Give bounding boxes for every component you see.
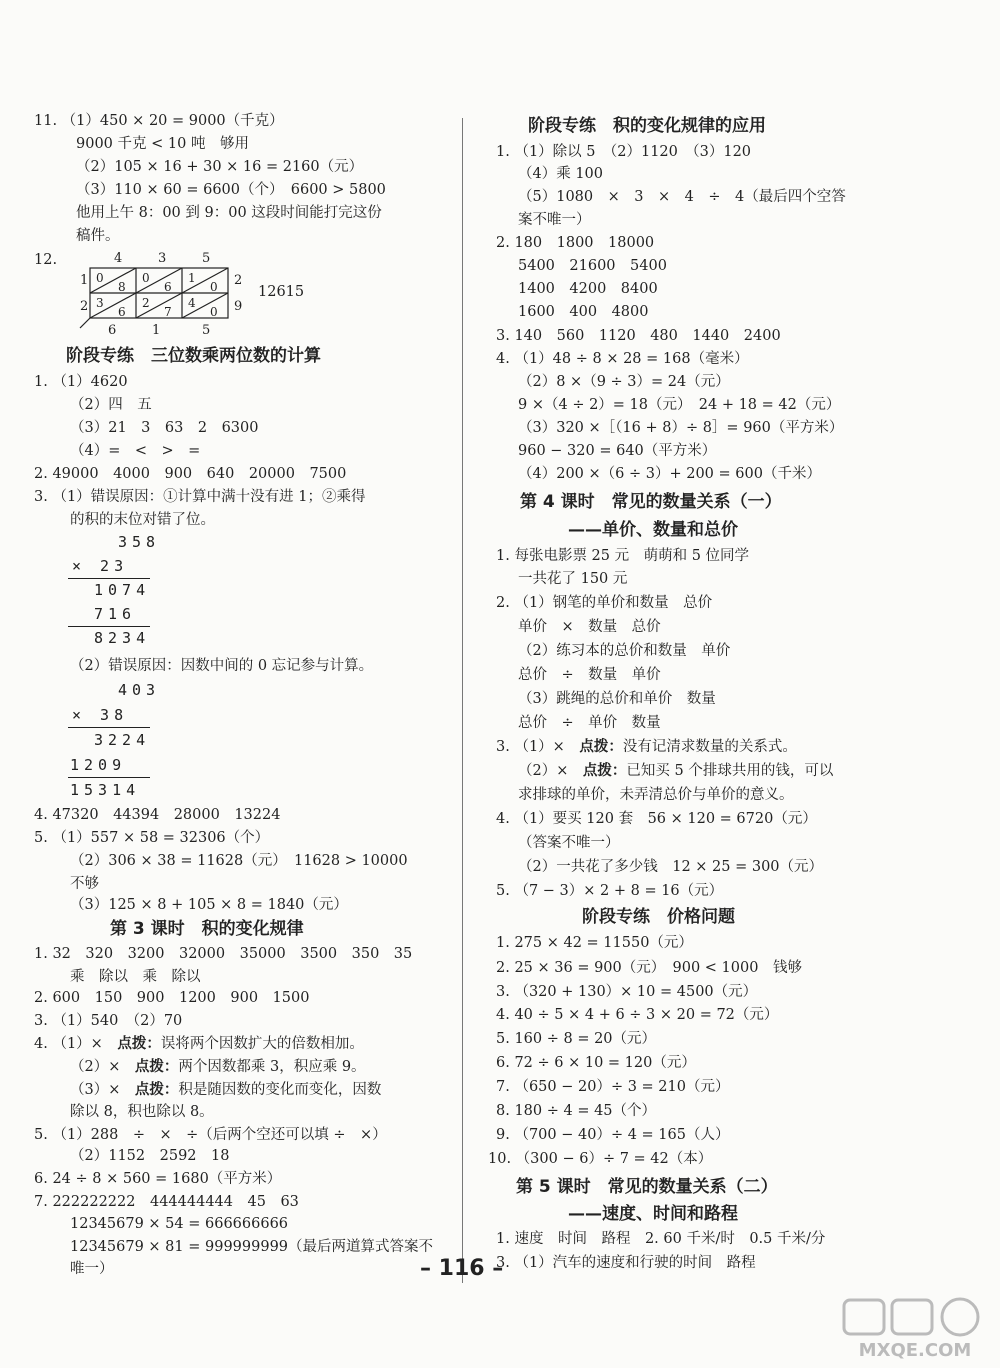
- answer-line: 乘 除以 乘 除以: [70, 969, 201, 985]
- answer-line: 3. （1）汽车的速度和行驶的时间 路程: [496, 1255, 756, 1271]
- answer-line: 5400 21600 5400: [518, 258, 667, 274]
- hint-label: 点拨：: [579, 738, 623, 755]
- mult-row: 8234: [94, 629, 151, 647]
- lattice-bottom-digit: 5: [202, 323, 211, 338]
- answer-line: （3）320 ×［（16 + 8）÷ 8］= 960（平方米）: [518, 420, 844, 436]
- answer-line: 1. 每张电影票 25 元 萌萌和 5 位同学: [496, 548, 750, 564]
- answer-line: 1. （1）除以 5 （2）1120 （3）120: [496, 144, 752, 160]
- answer-line: 5. （1）288 ÷ × ÷（后两个空还可以填 ÷ ×）: [34, 1127, 387, 1143]
- lattice-top-digit: 3: [158, 251, 167, 266]
- lattice-cell-digit: 0: [210, 305, 218, 319]
- answer-line: 1600 400 4800: [518, 304, 649, 320]
- hint-label: 点拨：: [117, 1035, 161, 1052]
- mult-row: 15314: [70, 781, 141, 799]
- answer-line: 他用上午 8：00 到 9：00 这段时间能打完这份: [76, 205, 382, 221]
- answer-line: （4）200 ×（6 ÷ 3）+ 200 = 600（千米）: [518, 466, 821, 482]
- answer-mark: （3）×: [70, 1082, 135, 1098]
- answer-line: 总价 ÷ 单价 数量: [518, 715, 661, 731]
- lattice-right-digit: 2: [234, 273, 243, 288]
- answer-line: [70, 1080, 381, 1100]
- answer-line: （2）四 五: [70, 397, 152, 413]
- watermark-logo: [840, 1296, 990, 1362]
- answer-line: 4. 40 ÷ 5 × 4 + 6 ÷ 3 × 20 = 72（元）: [496, 1007, 779, 1023]
- section-heading: 第 3 课时 积的变化规律: [110, 919, 304, 939]
- mult-row: 1209: [70, 756, 127, 774]
- answer-line: 求排球的单价，未弄清总价与单价的意义。: [518, 787, 794, 803]
- section-subheading: ——速度、时间和路程: [568, 1204, 738, 1224]
- answer-line: 1400 4200 8400: [518, 281, 658, 297]
- question-number: 12.: [34, 252, 58, 268]
- answer-line: 单价 × 数量 总价: [518, 619, 661, 635]
- mult-rule: [68, 727, 150, 728]
- answer-line: 1. 速度 时间 路程 2. 60 千米/时 0.5 千米/分: [496, 1231, 826, 1247]
- answer-line: 2. 25 × 36 = 900（元） 900 < 1000 钱够: [496, 960, 802, 976]
- answer-line: 2. 600 150 900 1200 900 1500: [34, 990, 310, 1006]
- lattice-cell-digit: 6: [118, 305, 126, 319]
- answer-line: （3）跳绳的总价和单价 数量: [518, 691, 716, 707]
- lattice-cell-digit: 0: [96, 271, 104, 285]
- mult-row: × 38: [72, 706, 129, 724]
- answer-line: 7. 222222222 444444444 45 63: [34, 1194, 299, 1210]
- answer-line: （2）错误原因：因数中间的 0 忘记参与计算。: [70, 658, 374, 674]
- section-subheading: ——单价、数量和总价: [568, 520, 738, 540]
- answer-line: 3. 140 560 1120 480 1440 2400: [496, 328, 781, 344]
- answer-line: 1. （1）4620: [34, 374, 128, 390]
- lattice-multiplication-diagram: [70, 248, 260, 340]
- answer-line: 4. 47320 44394 28000 13224: [34, 807, 281, 823]
- mult-rule: [68, 578, 150, 579]
- answer-line: 3. （320 + 130）× 10 = 4500（元）: [496, 984, 758, 1000]
- lattice-cell-digit: 3: [96, 296, 104, 310]
- answer-line: （3）125 × 8 + 105 × 8 = 1840（元）: [70, 897, 348, 913]
- lattice-left-digit: 2: [80, 299, 89, 314]
- section-heading: 阶段专练 积的变化规律的应用: [528, 116, 766, 136]
- lattice-result: 12615: [258, 284, 305, 300]
- answer-line: [496, 737, 797, 757]
- lattice-bottom-digit: 6: [108, 323, 117, 338]
- answer-line: （4）乘 100: [518, 166, 604, 182]
- answer-line: 9000 千克 < 10 吨 够用: [76, 136, 249, 152]
- lattice-top-digit: 5: [202, 251, 211, 266]
- mult-row: 358: [118, 533, 161, 551]
- lattice-cell-digit: 4: [188, 296, 196, 310]
- answer-line: （2）练习本的总价和数量 单价: [518, 643, 731, 659]
- answer-line: （2）一共花了多少钱 12 × 25 = 300（元）: [518, 859, 824, 875]
- answer-mark: （2）×: [70, 1059, 135, 1075]
- answer-line: 5. （7 − 3）× 2 + 8 = 16（元）: [496, 883, 724, 899]
- answer-line: 9. （700 − 40）÷ 4 = 165（人）: [496, 1127, 730, 1143]
- answer-line: （答案不唯一）: [518, 835, 620, 851]
- answer-line: 1. 32 320 3200 32000 35000 3500 350 35: [34, 946, 413, 962]
- answer-line: 案不唯一）: [518, 212, 591, 228]
- answer-line: 2. 49000 4000 900 640 20000 7500: [34, 466, 347, 482]
- answer-line: 1. 275 × 42 = 11550（元）: [496, 935, 693, 951]
- section-heading: 第 5 课时 常见的数量关系（二）: [516, 1177, 778, 1197]
- lattice-cell-digit: 0: [210, 280, 218, 294]
- lattice-top-digit: 4: [114, 251, 123, 266]
- answer-line: 4. （1）48 ÷ 8 × 28 = 168（毫米）: [496, 351, 749, 367]
- answer-mark: （2）×: [518, 763, 583, 779]
- hint-text: 两个因数都乘 3，积应乘 9。: [178, 1059, 366, 1075]
- answer-mark: 4. （1）×: [34, 1036, 118, 1052]
- lattice-right-digit: 9: [234, 299, 243, 314]
- answer-line: （2）8 ×（9 ÷ 3）= 24（元）: [518, 374, 730, 390]
- answer-line: 7. （650 − 20）÷ 3 = 210（元）: [496, 1079, 730, 1095]
- answer-line: 12345679 × 81 = 999999999（最后两道算式答案不: [70, 1239, 434, 1255]
- hint-text: 积是随因数的变化而变化，因数: [178, 1082, 382, 1098]
- svg-text:MXQE.COM: MXQE.COM: [858, 1340, 972, 1361]
- answer-line: 6. 72 ÷ 6 × 10 = 120（元）: [496, 1055, 696, 1071]
- hint-label: 点拨：: [134, 1058, 179, 1075]
- mult-row: × 23: [72, 557, 129, 575]
- lattice-cell-digit: 6: [164, 280, 172, 294]
- lattice-cell-digit: 2: [142, 296, 150, 310]
- answer-line: 3. （1）540 （2）70: [34, 1013, 183, 1029]
- hint-label: 点拨：: [134, 1081, 179, 1098]
- page-number: – 116 –: [420, 1256, 504, 1281]
- answer-line: 稿件。: [76, 228, 120, 244]
- mult-row: 1074: [94, 581, 151, 599]
- answer-line: [70, 1057, 366, 1077]
- answer-line: [518, 761, 833, 781]
- answer-line: 4. （1）要买 120 套 56 × 120 = 6720（元）: [496, 811, 817, 827]
- mult-rule: [68, 777, 150, 778]
- answer-line: 8. 180 ÷ 4 = 45（个）: [496, 1103, 657, 1119]
- lattice-cell-digit: 0: [142, 271, 150, 285]
- answer-line: 5. （1）557 × 58 = 32306（个）: [34, 830, 270, 846]
- hint-text: 已知买 5 个排球共用的钱，可以: [626, 763, 834, 779]
- mult-row: 3224: [94, 731, 151, 749]
- answer-line: 总价 ÷ 数量 单价: [518, 667, 661, 683]
- answer-line: （2）1152 2592 18: [70, 1148, 230, 1164]
- section-heading: 阶段专练 三位数乘两位数的计算: [66, 346, 321, 366]
- lattice-bottom-digit: 1: [152, 323, 161, 338]
- lattice-left-digit: 1: [80, 273, 89, 288]
- answer-line: 唯一）: [70, 1261, 114, 1277]
- answer-line: （3）21 3 63 2 6300: [70, 420, 259, 436]
- answer-line: （2）105 × 16 + 30 × 16 = 2160（元）: [76, 159, 364, 175]
- answer-line: 一共花了 150 元: [518, 571, 628, 587]
- mult-row: 403: [118, 681, 161, 699]
- answer-line: 的积的末位对错了位。: [70, 512, 215, 528]
- hint-text: 没有记清求数量的关系式。: [622, 739, 797, 755]
- answer-line: （4）= < > =: [70, 443, 201, 459]
- answer-line: 960 − 320 = 640（平方米）: [518, 443, 717, 459]
- lattice-cell-digit: 8: [118, 280, 126, 294]
- answer-line: （3）110 × 60 = 6600（个） 6600 > 5800: [76, 182, 386, 198]
- answer-line: 5. 160 ÷ 8 = 20（元）: [496, 1031, 657, 1047]
- answer-line: [34, 1034, 364, 1054]
- column-divider: [462, 118, 463, 1283]
- answer-mark: 3. （1）×: [496, 739, 580, 755]
- hint-text: 误将两个因数扩大的倍数相加。: [160, 1036, 364, 1052]
- lattice-cell-digit: 1: [188, 271, 196, 285]
- answer-line: 不够: [70, 876, 99, 892]
- answer-line: 11. （1）450 × 20 = 9000（千克）: [34, 113, 284, 129]
- section-heading: 阶段专练 价格问题: [582, 907, 735, 927]
- answer-line: 9 ×（4 ÷ 2）= 18（元） 24 + 18 = 42（元）: [518, 397, 841, 413]
- answer-line: （5）1080 × 3 × 4 ÷ 4（最后四个空答: [518, 189, 846, 205]
- lattice-cell-digit: 7: [164, 305, 172, 319]
- answer-line: （2）306 × 38 = 11628（元） 11628 > 10000: [70, 853, 408, 869]
- answer-line: 除以 8，积也除以 8。: [70, 1104, 214, 1120]
- answer-line: 10. （300 − 6）÷ 7 = 42（本）: [488, 1151, 713, 1167]
- answer-line: 6. 24 ÷ 8 × 560 = 1680（平方米）: [34, 1171, 282, 1187]
- mult-row: 716: [94, 605, 137, 623]
- hint-label: 点拨：: [582, 762, 627, 779]
- answer-line: 2. 180 1800 18000: [496, 235, 655, 251]
- section-heading: 第 4 课时 常见的数量关系（一）: [520, 492, 782, 512]
- answer-line: 2. （1）钢笔的单价和数量 总价: [496, 595, 713, 611]
- answer-line: 3. （1）错误原因：①计算中满十没有进 1；②乘得: [34, 489, 366, 505]
- answer-line: 12345679 × 54 = 666666666: [70, 1216, 289, 1232]
- mult-rule: [68, 626, 150, 627]
